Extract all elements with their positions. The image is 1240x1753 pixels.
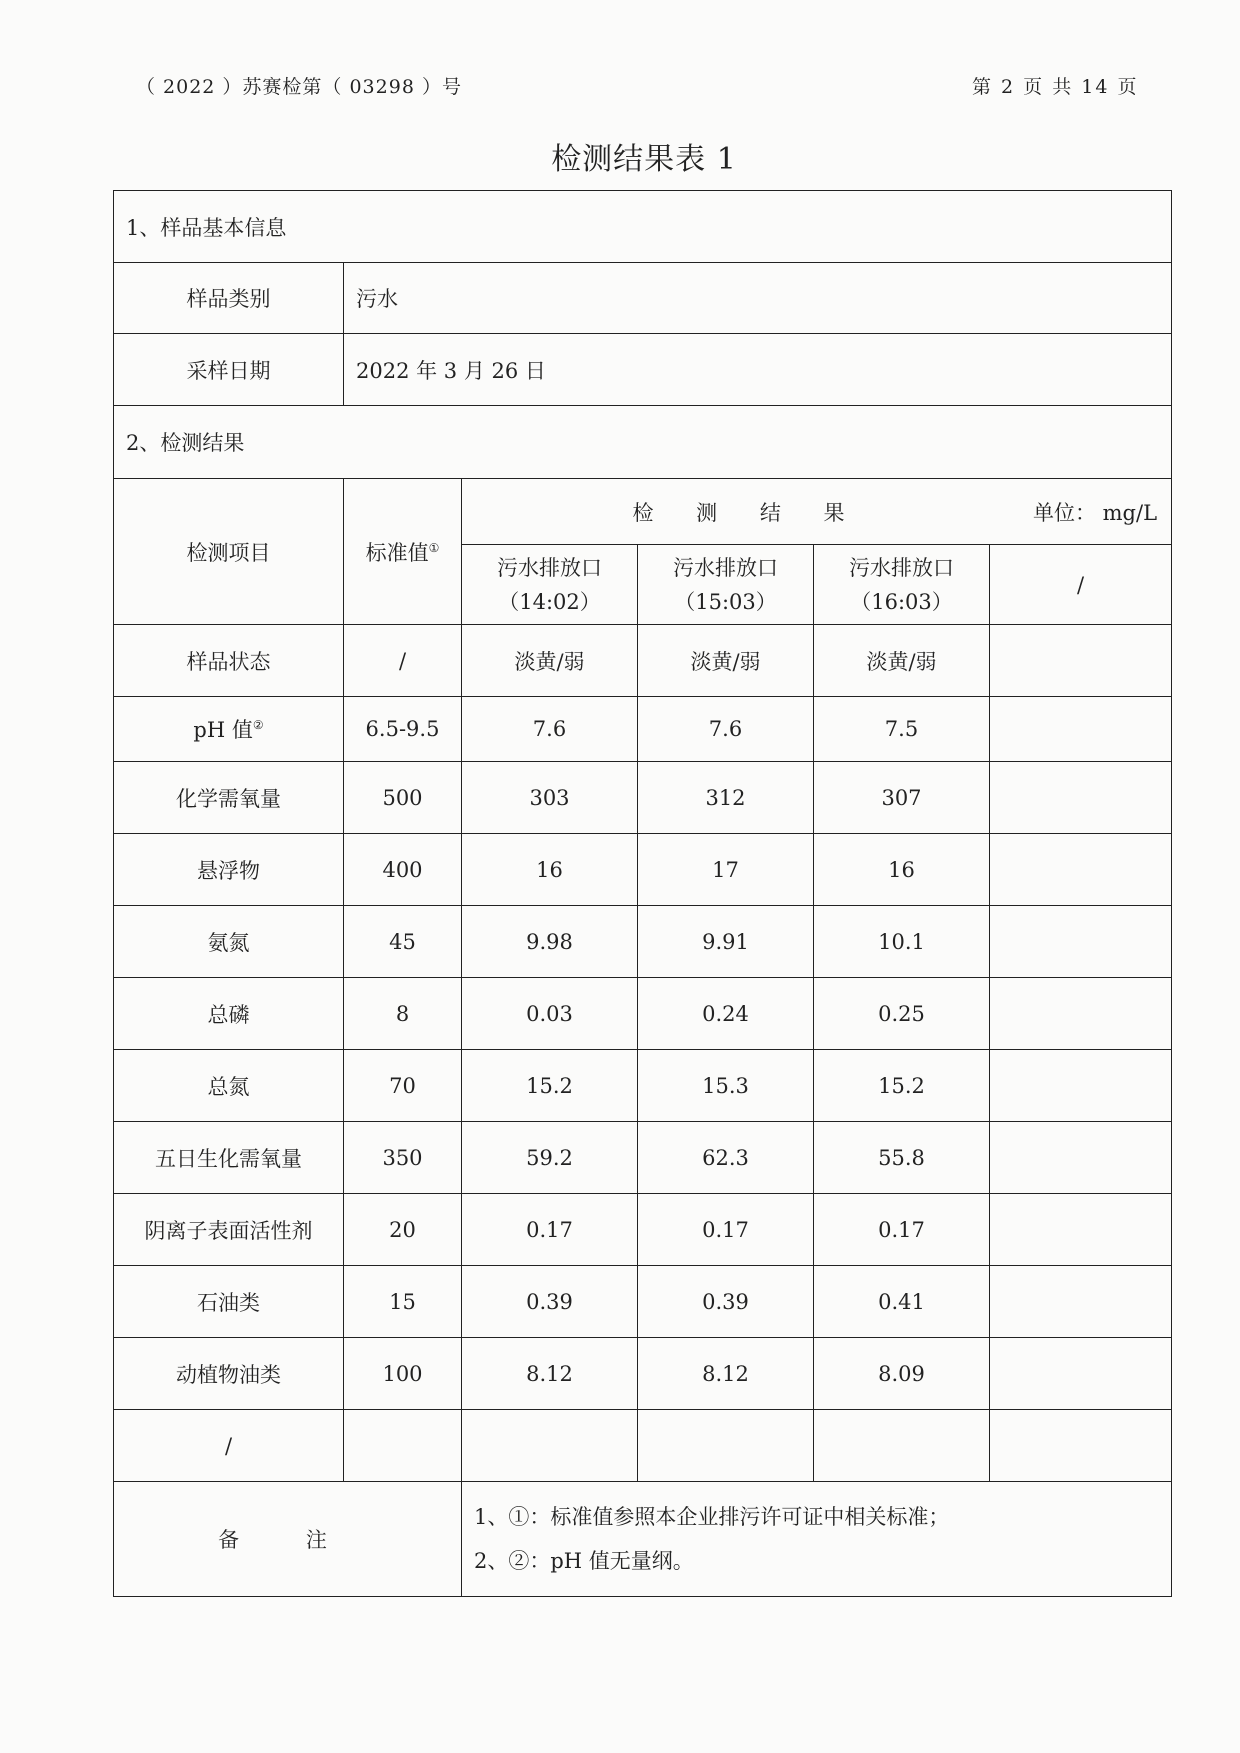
result-cell [990, 978, 1172, 1050]
table-row [114, 1266, 1172, 1338]
sampling-date-label: 采样日期 [114, 334, 344, 406]
point-header [814, 545, 990, 625]
result-cell [990, 697, 1172, 762]
result-cell: 7.6 [638, 697, 814, 762]
point-name: 污水排放口 [673, 555, 778, 580]
standard-cell: 100 [344, 1338, 462, 1410]
item-cell: / [114, 1410, 344, 1482]
result-cell [990, 906, 1172, 978]
result-cell: 8.12 [462, 1338, 638, 1410]
table-row [114, 978, 1172, 1050]
result-cell [990, 1194, 1172, 1266]
item-cell: 化学需氧量 [114, 762, 344, 834]
sample-type-value: 污水 [344, 263, 1172, 334]
table-row [114, 1338, 1172, 1410]
standard-cell: 70 [344, 1050, 462, 1122]
result-cell [990, 1410, 1172, 1482]
result-cell: 59.2 [462, 1122, 638, 1194]
result-cell: 淡黄/弱 [638, 625, 814, 697]
sampling-date-value: 2022 年 3 月 26 日 [344, 334, 1172, 406]
point-time: （14:02） [498, 589, 601, 614]
result-cell: 淡黄/弱 [462, 625, 638, 697]
result-cell [990, 1122, 1172, 1194]
result-cell: 8.12 [638, 1338, 814, 1410]
table-row [114, 697, 1172, 762]
result-cell: 8.09 [814, 1338, 990, 1410]
result-cell: 16 [462, 834, 638, 906]
point-name: 污水排放口 [849, 555, 954, 580]
result-cell [462, 1410, 638, 1482]
result-cell: 15.3 [638, 1050, 814, 1122]
section-results: 2、检测结果 [114, 406, 1172, 479]
table-row [114, 1122, 1172, 1194]
standard-cell: 45 [344, 906, 462, 978]
unit-label: 单位： mg/L [1032, 500, 1158, 525]
result-cell: 15.2 [814, 1050, 990, 1122]
standard-cell: 8 [344, 978, 462, 1050]
result-cell: 10.1 [814, 906, 990, 978]
results-table [113, 190, 1172, 1597]
remark-line: 1、①：标准值参照本企业排污许可证中相关标准； [474, 1505, 950, 1529]
standard-cell: 20 [344, 1194, 462, 1266]
item-cell: 氨氮 [114, 906, 344, 978]
result-cell: 0.17 [814, 1194, 990, 1266]
standard-cell: / [344, 625, 462, 697]
sample-type-label: 样品类别 [114, 263, 344, 334]
result-cell: 0.17 [462, 1194, 638, 1266]
standard-cell: 15 [344, 1266, 462, 1338]
result-cell: 55.8 [814, 1122, 990, 1194]
result-cell: 0.25 [814, 978, 990, 1050]
item-cell: 动植物油类 [114, 1338, 344, 1410]
result-cell: 0.17 [638, 1194, 814, 1266]
point-time: （15:03） [674, 589, 777, 614]
result-cell [990, 762, 1172, 834]
item-cell: pH 值② [114, 697, 344, 762]
result-cell: 9.91 [638, 906, 814, 978]
point-name: 污水排放口 [497, 555, 602, 580]
result-cell: 0.24 [638, 978, 814, 1050]
report-number: （ 2022 ）苏赛检第（ 03298 ）号 [136, 76, 462, 98]
result-cell: 16 [814, 834, 990, 906]
result-cell: 303 [462, 762, 638, 834]
result-cell [990, 625, 1172, 697]
table-row [114, 762, 1172, 834]
result-cell: 7.6 [462, 697, 638, 762]
footnote-mark: ② [252, 718, 264, 732]
result-cell [990, 834, 1172, 906]
item-cell: 五日生化需氧量 [114, 1122, 344, 1194]
result-cell: 淡黄/弱 [814, 625, 990, 697]
result-cell: 9.98 [462, 906, 638, 978]
result-cell: 62.3 [638, 1122, 814, 1194]
standard-cell: 6.5-9.5 [344, 697, 462, 762]
result-cell: 0.41 [814, 1266, 990, 1338]
result-cell: 307 [814, 762, 990, 834]
page-info: 第 2 页 共 14 页 [972, 76, 1139, 98]
results-header [462, 479, 1172, 545]
table-row [114, 1410, 1172, 1482]
result-cell [638, 1410, 814, 1482]
table-row [114, 906, 1172, 978]
result-cell: 312 [638, 762, 814, 834]
point-time: （16:03） [850, 589, 953, 614]
result-cell [990, 1338, 1172, 1410]
col-standard-header: 标准值① [344, 479, 462, 625]
col-item-header: 检测项目 [114, 479, 344, 625]
remarks-label: 备 注 [114, 1482, 462, 1597]
result-cell: 17 [638, 834, 814, 906]
item-cell: 阴离子表面活性剂 [114, 1194, 344, 1266]
section-basic-info: 1、样品基本信息 [114, 191, 1172, 263]
result-cell: 0.39 [638, 1266, 814, 1338]
results-header-label: 检 测 结 果 [632, 500, 863, 525]
item-cell: 悬浮物 [114, 834, 344, 906]
table-row [114, 1194, 1172, 1266]
remark-line: 2、②：pH 值无量纲。 [474, 1549, 694, 1573]
table-row [114, 625, 1172, 697]
item-cell: 石油类 [114, 1266, 344, 1338]
table-row [114, 1050, 1172, 1122]
table-row [114, 834, 1172, 906]
item-cell: 总氮 [114, 1050, 344, 1122]
item-cell: 样品状态 [114, 625, 344, 697]
point-header [462, 545, 638, 625]
remarks-text [462, 1482, 1172, 1597]
result-cell: 0.39 [462, 1266, 638, 1338]
result-cell: 0.03 [462, 978, 638, 1050]
result-cell [990, 1266, 1172, 1338]
point-header [990, 545, 1172, 625]
point-header [638, 545, 814, 625]
page-title: 检测结果表 1 [551, 142, 737, 177]
standard-cell: 350 [344, 1122, 462, 1194]
result-cell [814, 1410, 990, 1482]
result-cell: 7.5 [814, 697, 990, 762]
standard-cell [344, 1410, 462, 1482]
result-cell [990, 1050, 1172, 1122]
footnote-mark: ① [428, 540, 440, 555]
standard-cell: 500 [344, 762, 462, 834]
standard-cell: 400 [344, 834, 462, 906]
item-cell: 总磷 [114, 978, 344, 1050]
point-name: / [1076, 572, 1085, 597]
result-cell: 15.2 [462, 1050, 638, 1122]
